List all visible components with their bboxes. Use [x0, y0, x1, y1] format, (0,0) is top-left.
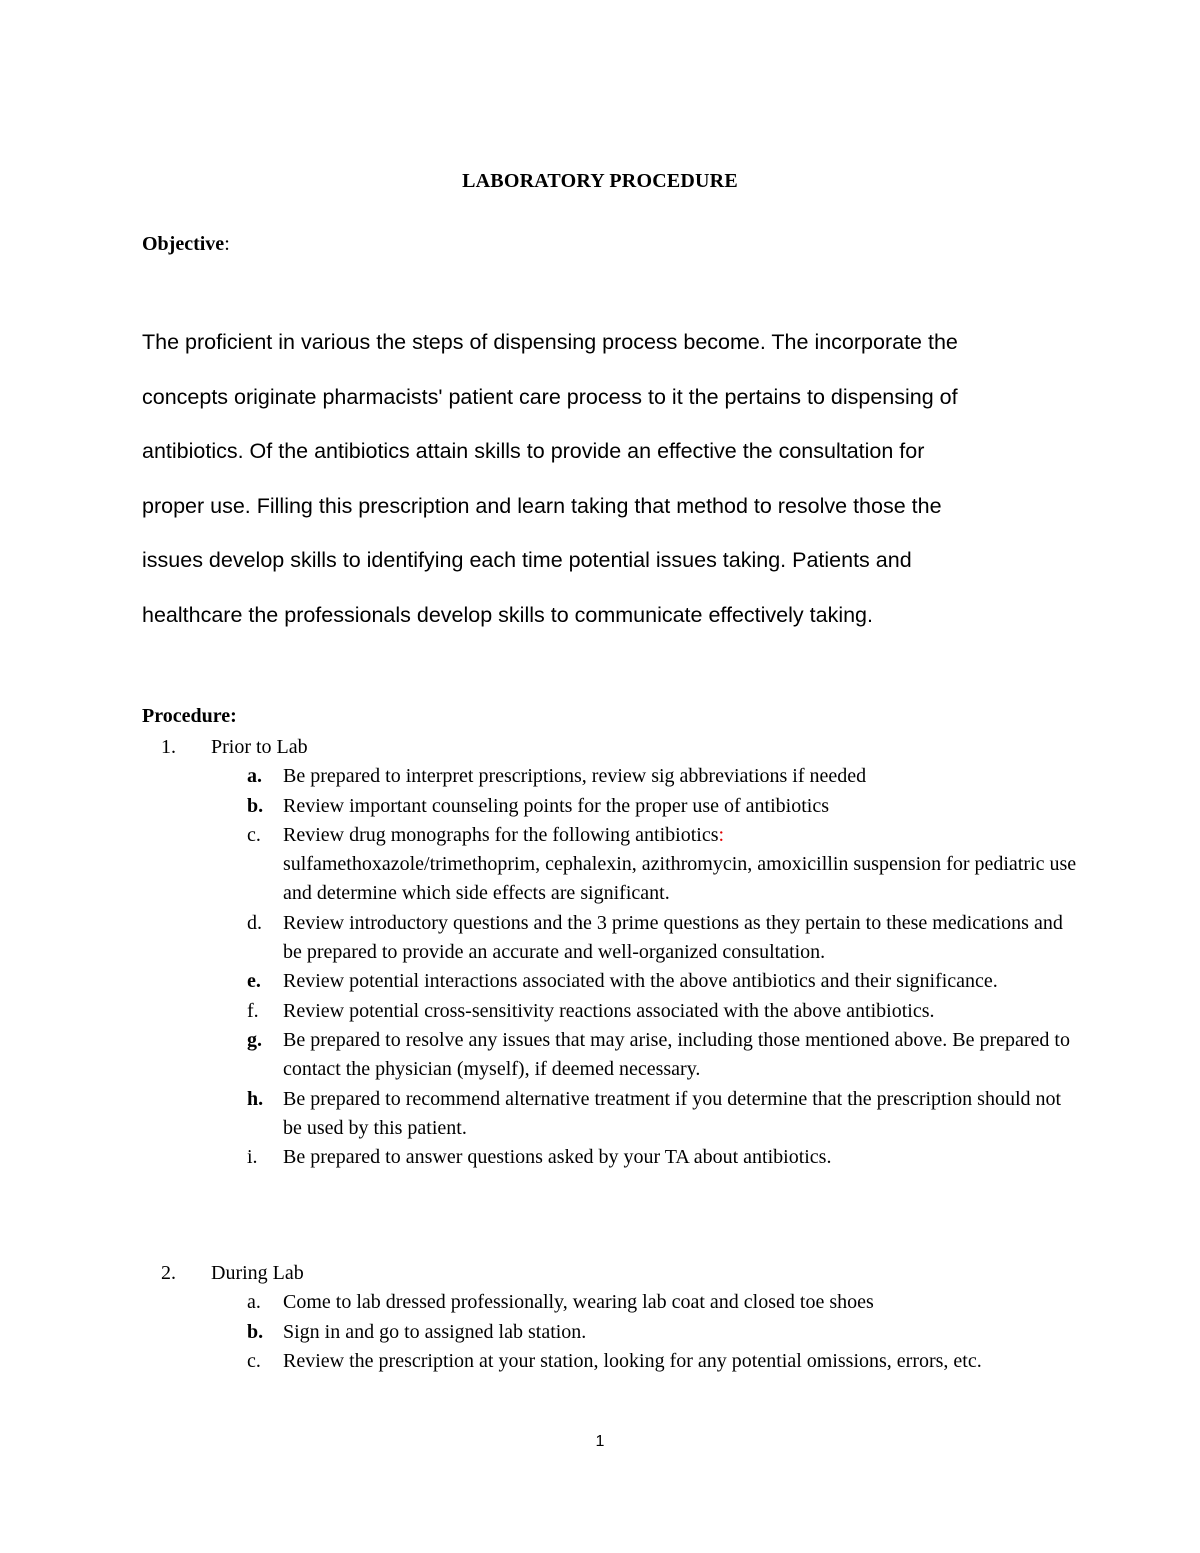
list-item-text: Review important counseling points for the proper use of antibiotics [283, 794, 829, 817]
list-item-letter: b. [247, 794, 264, 817]
list-item-colon: : [718, 823, 725, 846]
list-item-text: Review drug monographs for the following antibiotics [283, 823, 719, 846]
list-item-text: Be prepared to recommend alternative treatment if you determine that the prescription should not be used by this patient. [283, 1087, 1062, 1139]
list-item-letter: g. [247, 1028, 262, 1051]
list-item-text: Sign in and go to assigned lab station. [283, 1320, 587, 1343]
procedure-section-prior-to-lab [142, 733, 1082, 1172]
list-item-text: Review potential cross-sensitivity reactions associated with the above antibiotics. [283, 999, 935, 1022]
objective-line: The proficient in various the steps of dispensing process become. The incorporate the [142, 330, 958, 354]
list-item [142, 1288, 1082, 1317]
list-item-letter: c. [247, 823, 261, 846]
list-item-letter: b. [247, 1320, 264, 1343]
list-item [142, 967, 1082, 996]
list-item-text: Review introductory questions and the 3 prime questions as they pertain to these medications and be prepared to provide an accurate and well-organized consultation. [283, 911, 1063, 964]
list-item-letter: d. [247, 911, 262, 934]
section-heading [142, 1259, 1082, 1288]
section-number: 2. [161, 1262, 176, 1284]
list-item-letter: a. [247, 1291, 261, 1314]
objective-line: issues develop skills to identifying each time potential issues taking. Patients and [142, 548, 912, 572]
list-item-letter: c. [247, 1349, 261, 1372]
list-item [142, 1026, 1082, 1085]
list-item-text: Come to lab dressed professionally, wearing lab coat and closed toe shoes [283, 1291, 874, 1314]
list-item [142, 1143, 1082, 1172]
list-item [142, 1085, 1082, 1144]
objective-heading-label: Objective [142, 233, 225, 255]
list-item-letter: f. [247, 999, 259, 1022]
list-item-text-continued: sulfamethoxazole/trimethoprim, cephalexin, azithromycin, amoxicillin suspension for pediatric use and determine which side effects are significant. [283, 853, 1077, 905]
list-item-text: Be prepared to interpret prescriptions, review sig abbreviations if needed [283, 765, 867, 788]
list-item-letter: h. [247, 1087, 264, 1110]
section-heading [142, 733, 1082, 762]
objective-line: antibiotics. Of the antibiotics attain skills to provide an effective the consultation for [142, 439, 925, 463]
list-item [142, 1347, 1082, 1376]
objective-heading-colon: : [224, 233, 230, 255]
objective-paragraph [142, 315, 1072, 642]
procedure-heading: Procedure: [142, 705, 237, 727]
list-item-text: Review the prescription at your station, looking for any potential omissions, errors, etc. [283, 1349, 982, 1372]
objective-line: proper use. Filling this prescription and learn taking that method to resolve those the [142, 493, 942, 518]
procedure-section-during-lab [142, 1259, 1082, 1376]
list-item-letter: e. [247, 970, 261, 993]
section-number: 1. [161, 736, 176, 758]
section-label: Prior to Lab [211, 736, 308, 758]
list-item [142, 1318, 1082, 1347]
list-item [142, 821, 1082, 909]
page-number: 1 [595, 1433, 605, 1450]
list-item [142, 997, 1082, 1026]
list-item-letter: a. [247, 765, 262, 788]
list-item [142, 909, 1082, 968]
list-item-letter: i. [247, 1146, 258, 1169]
list-item [142, 792, 1082, 821]
objective-heading [142, 233, 230, 256]
list-item-text: Be prepared to answer questions asked by your TA about antibiotics. [283, 1146, 832, 1169]
list-item-text: Review potential interactions associated with the above antibiotics and their significance. [283, 970, 998, 993]
document-title: LABORATORY PROCEDURE [462, 170, 738, 192]
section-label: During Lab [211, 1262, 304, 1284]
list-item-text: Be prepared to resolve any issues that may arise, including those mentioned above. Be prepared to contact the physician (myself), if deemed necessary. [283, 1028, 1070, 1081]
objective-line: healthcare the professionals develop skills to communicate effectively taking. [142, 602, 873, 627]
list-item [142, 762, 1082, 791]
objective-line: concepts originate pharmacists' patient care process to it the pertains to dispensing of [142, 384, 958, 409]
